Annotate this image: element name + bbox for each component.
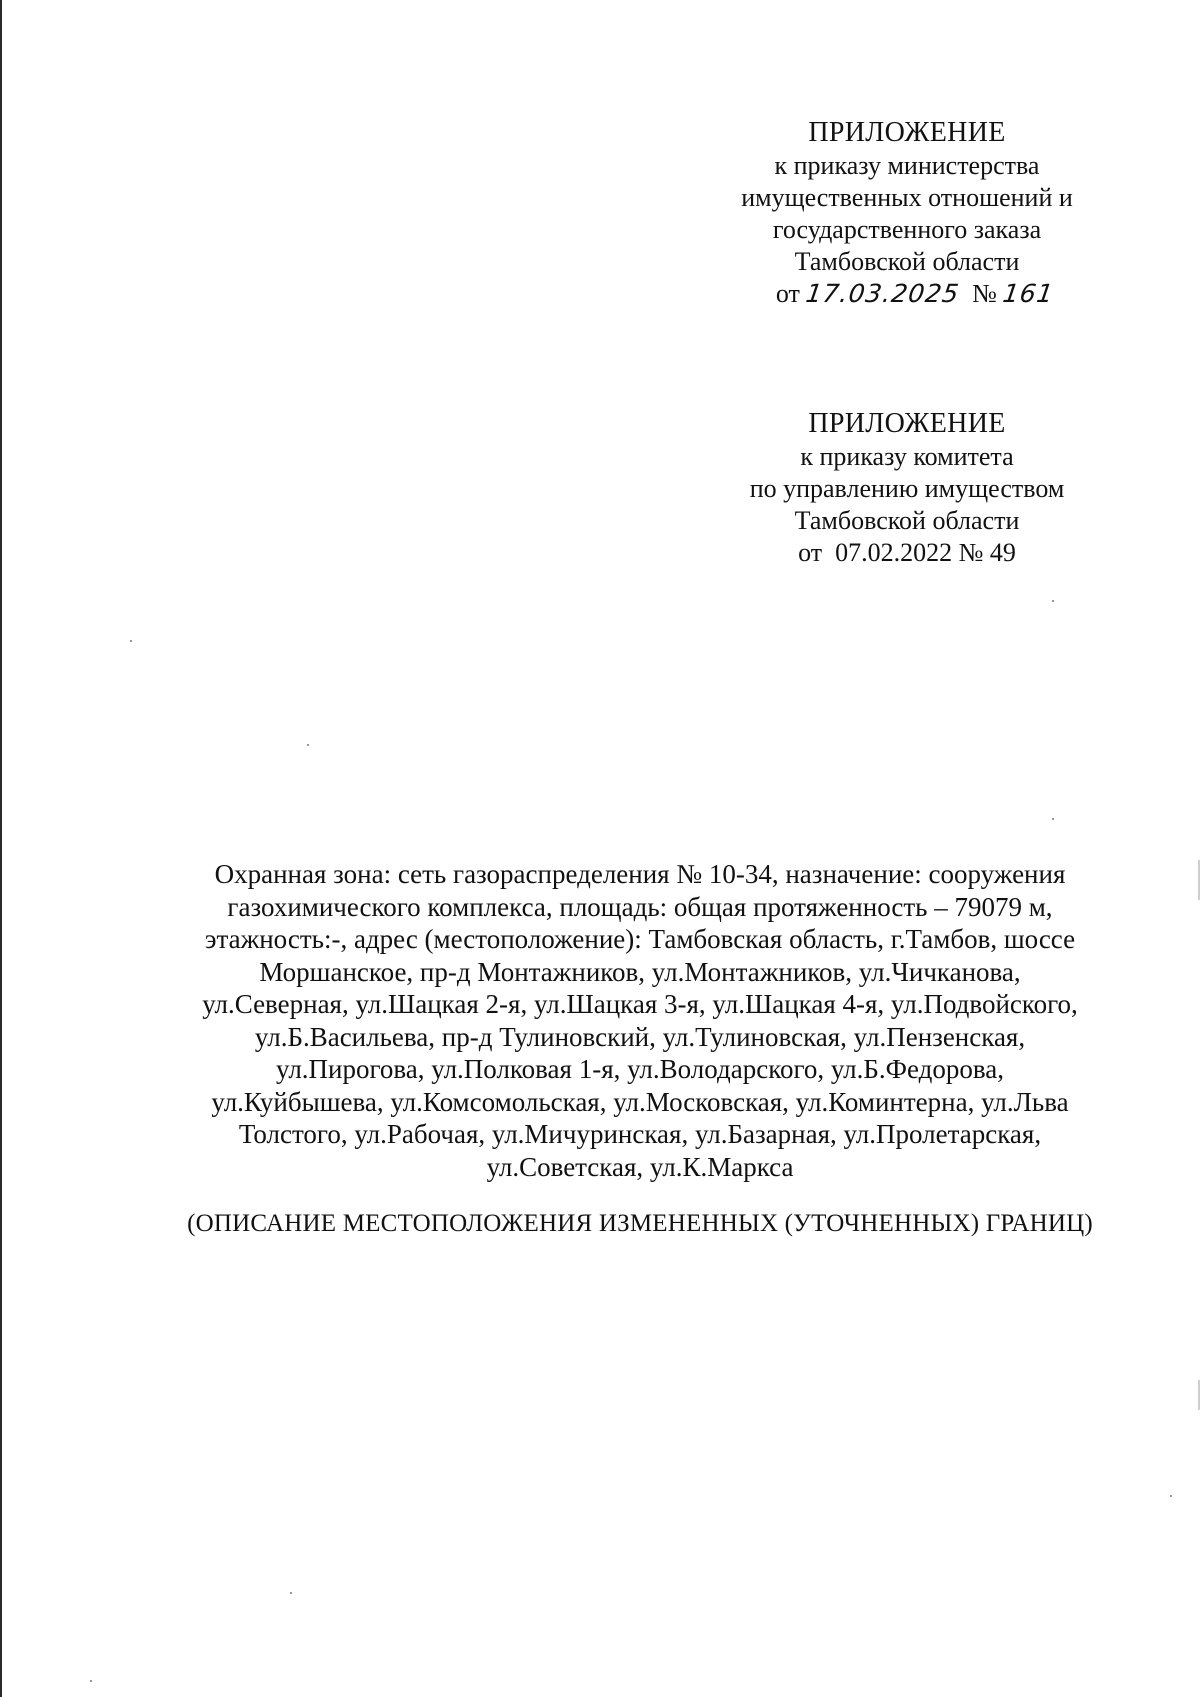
description-line: ул.Б.Васильева, пр-д Тулиновский, ул.Тулиновская, ул.Пензенская, [254,1021,1026,1052]
description-line: Толстого, ул.Рабочая, ул.Мичуринская, ул.Базарная, ул.Пролетарская, [238,1119,1042,1149]
description-line: газохимического комплекса, площадь: общая протяженность – 79079 м, [227,891,1053,922]
scan-left-edge [0,0,2,1697]
approval-date-line [707,278,1107,310]
description-line: ул.Советская, ул.К.Маркса [486,1151,794,1182]
description-line: этажность:-, адрес (местоположение): Тамбовская область, г.Тамбов, шоссе [204,924,1076,954]
scan-speck [307,744,309,746]
date-prefix: от [775,279,800,308]
scan-speck [130,640,132,642]
approval-line: государственного заказа [772,215,1042,244]
approval-line: к приказу министерства [774,151,1040,180]
description-line: Моршанское, пр-д Монтажников, ул.Монтажников, ул.Чичканова, [259,956,1021,987]
approval-line: имущественных отношений и [741,183,1073,212]
description-subtitle: (ОПИСАНИЕ МЕСТОПОЛОЖЕНИЯ ИЗМЕНЕННЫХ (УТОЧНЕННЫХ) ГРАНИЦ) [187,1210,1093,1237]
approval-title: ПРИЛОЖЕНИЕ [808,408,1006,439]
description-line: ул.Куйбышева, ул.Комсомольская, ул.Московская, ул.Коминтерна, ул.Льва [211,1086,1069,1117]
approval-line: Тамбовской области [794,247,1020,276]
description-line: ул.Пирогова, ул.Полковая 1-я, ул.Володарского, ул.Б.Федорова, [276,1054,1004,1084]
protection-zone-description [170,858,1110,1183]
approval-header-committee [707,407,1107,569]
scan-speck [1052,600,1054,602]
approval-header-ministry [707,116,1107,310]
handwritten-number: 161 [1001,279,1057,308]
approval-line: по управлению имуществом [749,474,1065,503]
approval-line: Тамбовской области [794,506,1020,535]
description-line: ул.Северная, ул.Шацкая 2-я, ул.Шацкая 3-я, ул.Шацкая 4-я, ул.Подвойского, [202,989,1078,1019]
scan-speck [290,1592,292,1594]
approval-date-line: от 07.02.2022 № 49 [798,538,1016,567]
approval-line: к приказу комитета [800,442,1014,471]
scan-speck [1170,1495,1172,1497]
approval-title: ПРИЛОЖЕНИЕ [808,117,1006,148]
handwritten-date: 17.03.2025 [804,279,962,308]
scan-speck [1052,818,1054,820]
scan-speck [90,1680,92,1682]
number-prefix: № [972,279,997,308]
description-line: Охранная зона: сеть газораспределения № 10-34, назначение: сооружения [214,859,1066,889]
